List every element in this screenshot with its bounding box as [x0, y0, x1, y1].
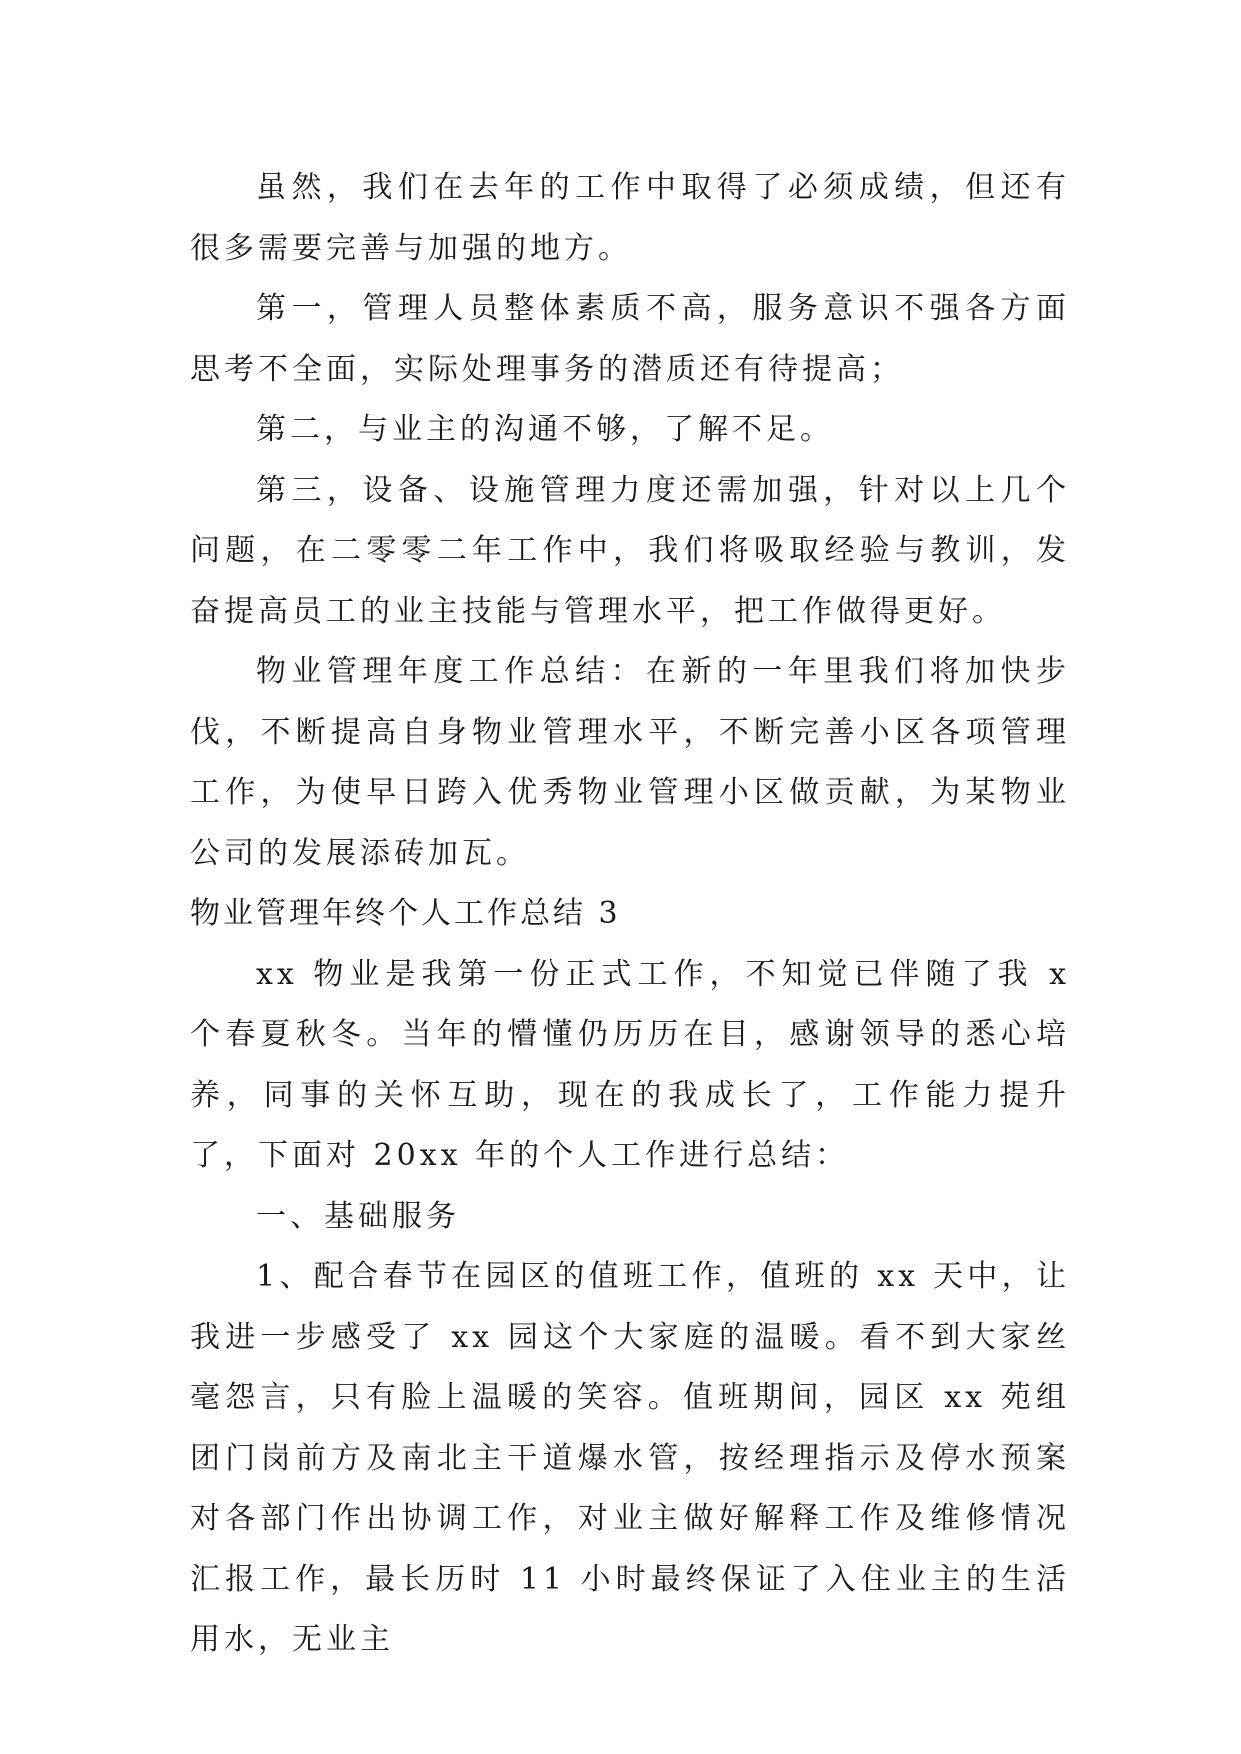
paragraph-point-three: 第三，设备、设施管理力度还需加强，针对以上几个问题，在二零零二年工作中，我们将吸取经验与教训，发奋提高员工的业主技能与管理水平，把工作做得更好。: [190, 472, 1070, 629]
paragraph-point-one: 第一，管理人员整体素质不高，服务意识不强各方面思考不全面，实际处理事务的潜质还有待提高；: [190, 291, 1070, 387]
section-title: 物业管理年终个人工作总结 3: [190, 896, 621, 931]
paragraph-item-one: 1、配合春节在园区的值班工作，值班的 xx 天中，让我进一步感受了 xx 园这个大家庭的温暖。看不到大家丝毫怨言，只有脸上温暖的笑容。值班期间，园区 xx 苑组团门岗前方及南北主干道爆水管，按经理指示及停水预案对各部门作出协调工作，对业主做好解释工作及维修情况汇报工作，最长历时 11 小时最终保证了入住业主的生活用水，无业主: [190, 1259, 1070, 1657]
subheading-basic-service: 一、基础服务: [256, 1198, 460, 1234]
paragraph-point-two: 第二，与业主的沟通不够，了解不足。: [256, 412, 834, 447]
paragraph-intro: xx 物业是我第一份正式工作，不知觉已伴随了我 x 个春夏秋冬。当年的懵懂仍历历在目，感谢领导的悉心培养，同事的关怀互助，现在的我成长了，工作能力提升了，下面对 20xx 年的个人工作进行总结：: [190, 956, 1070, 1173]
document-body: [190, 158, 1070, 1671]
paragraph-summary: 物业管理年度工作总结：在新的一年里我们将加快步伐，不断提高自身物业管理水平，不断完善小区各项管理工作，为使早日跨入优秀物业管理小区做贡献，为某物业公司的发展添砖加瓦。: [190, 654, 1070, 871]
paragraph-shortcomings: 虽然，我们在去年的工作中取得了必须成绩，但还有很多需要完善与加强的地方。: [190, 170, 1070, 266]
